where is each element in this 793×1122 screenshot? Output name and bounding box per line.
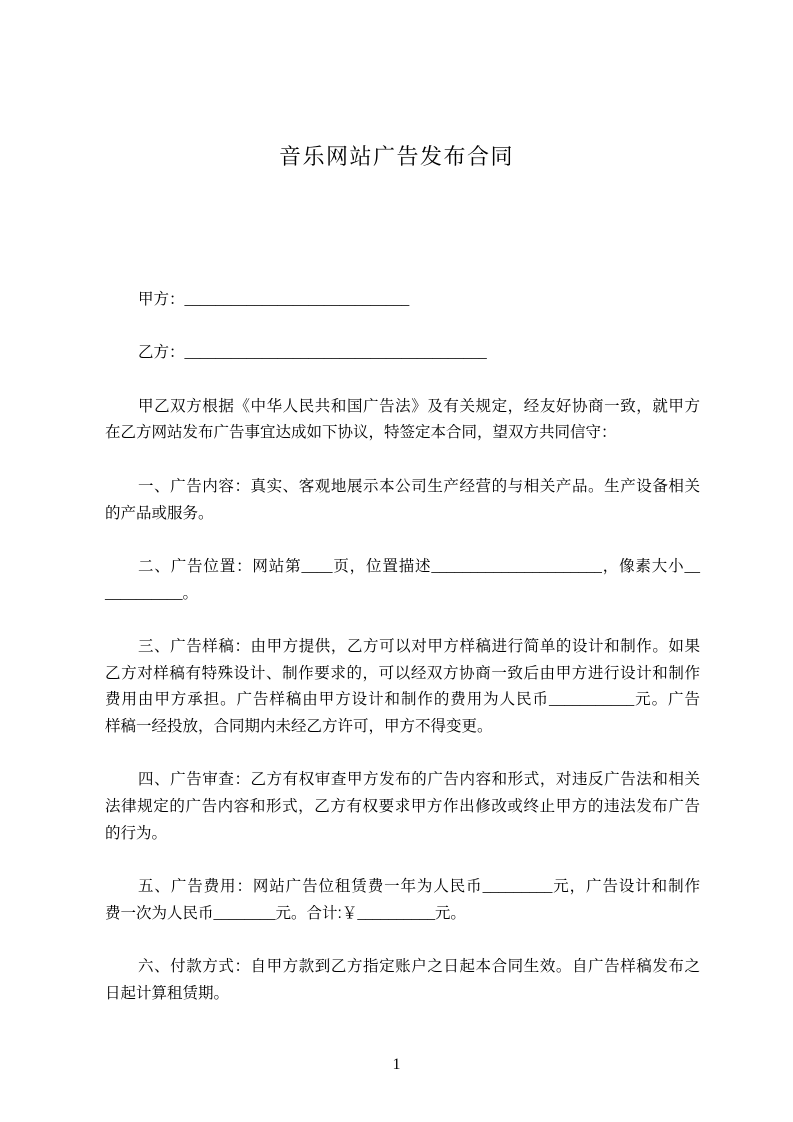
fill-in-blank: ___________ <box>548 691 635 709</box>
fill-in-blank: __________ <box>357 904 435 922</box>
fill-in-blank: ________ <box>213 904 276 922</box>
preamble-paragraph <box>105 394 700 447</box>
clause-line: 一、广告内容：真实、客观地展示本公司生产经营的与相关产品。生产设备相关 <box>138 477 700 495</box>
clause-line: __________。 <box>105 584 199 602</box>
clause-ad-fees <box>105 874 700 927</box>
clause-line: 费用由甲方承担。广告样稿由甲方设计和制作的费用为人民币___________元。广告 <box>105 691 700 709</box>
party-a-line: 甲方：_____________________________ <box>138 291 410 308</box>
fill-in-blank: ____ <box>301 557 333 575</box>
page-number: 1 <box>392 1056 401 1073</box>
preamble-line: 甲乙双方根据《中华人民共和国广告法》及有关规定，经友好协商一致，就甲方 <box>138 397 700 415</box>
clause-line: 日起计算租赁期。 <box>105 984 230 1002</box>
fill-in-blank: _____________________________ <box>184 291 410 308</box>
clause-line: 四、广告审查：乙方有权审查甲方发布的广告内容和形式，对违反广告法和相关 <box>138 771 700 789</box>
clause-line: 的行为。 <box>105 824 168 842</box>
clause-line: 六、付款方式：自甲方款到乙方指定账户之日起本合同生效。自广告样稿发布之 <box>138 958 700 976</box>
clause-line: 五、广告费用：网站广告位租赁费一年为人民币_________元，广告设计和制作 <box>138 878 700 896</box>
clause-ad-review <box>105 767 700 847</box>
clause-ad-position <box>105 554 700 607</box>
preamble-line: 在乙方网站发布广告事宜达成如下协议，特签定本合同，望双方共同信守： <box>105 424 617 442</box>
document-title: 音乐网站广告发布合同 <box>278 144 514 169</box>
clause-line: 二、广告位置：网站第____页，位置描述______________________，像素大小__ <box>138 557 700 575</box>
clause-ad-content <box>105 474 700 527</box>
fill-in-blank: _________ <box>482 878 553 896</box>
clause-payment-method <box>105 954 700 1007</box>
fill-in-blank: __________ <box>105 584 183 602</box>
clause-line: 三、广告样稿：由甲方提供，乙方可以对甲方样稿进行简单的设计和制作。如果 <box>138 637 700 655</box>
clause-ad-sample <box>105 634 700 741</box>
fill-in-blank: ______________________ <box>431 557 602 575</box>
fill-in-blank: _______________________________________ <box>184 344 487 362</box>
document-body <box>105 287 700 1008</box>
party-b <box>105 340 700 367</box>
clause-line: 费一次为人民币________元。合计:￥__________元。 <box>105 904 466 922</box>
party-a <box>105 287 700 314</box>
clause-line: 样稿一经投放，合同期内未经乙方许可，甲方不得变更。 <box>105 718 493 735</box>
fill-in-blank: __ <box>684 557 700 575</box>
clause-line: 乙方对样稿有特殊设计、制作要求的，可以经双方协商一致后由甲方进行设计和制作 <box>105 664 700 682</box>
clause-line: 的产品或服务。 <box>105 504 214 522</box>
clause-line: 法律规定的广告内容和形式，乙方有权要求甲方作出修改或终止甲方的违法发布广告 <box>105 798 700 816</box>
party-b-line: 乙方：_______________________________________ <box>138 344 487 362</box>
